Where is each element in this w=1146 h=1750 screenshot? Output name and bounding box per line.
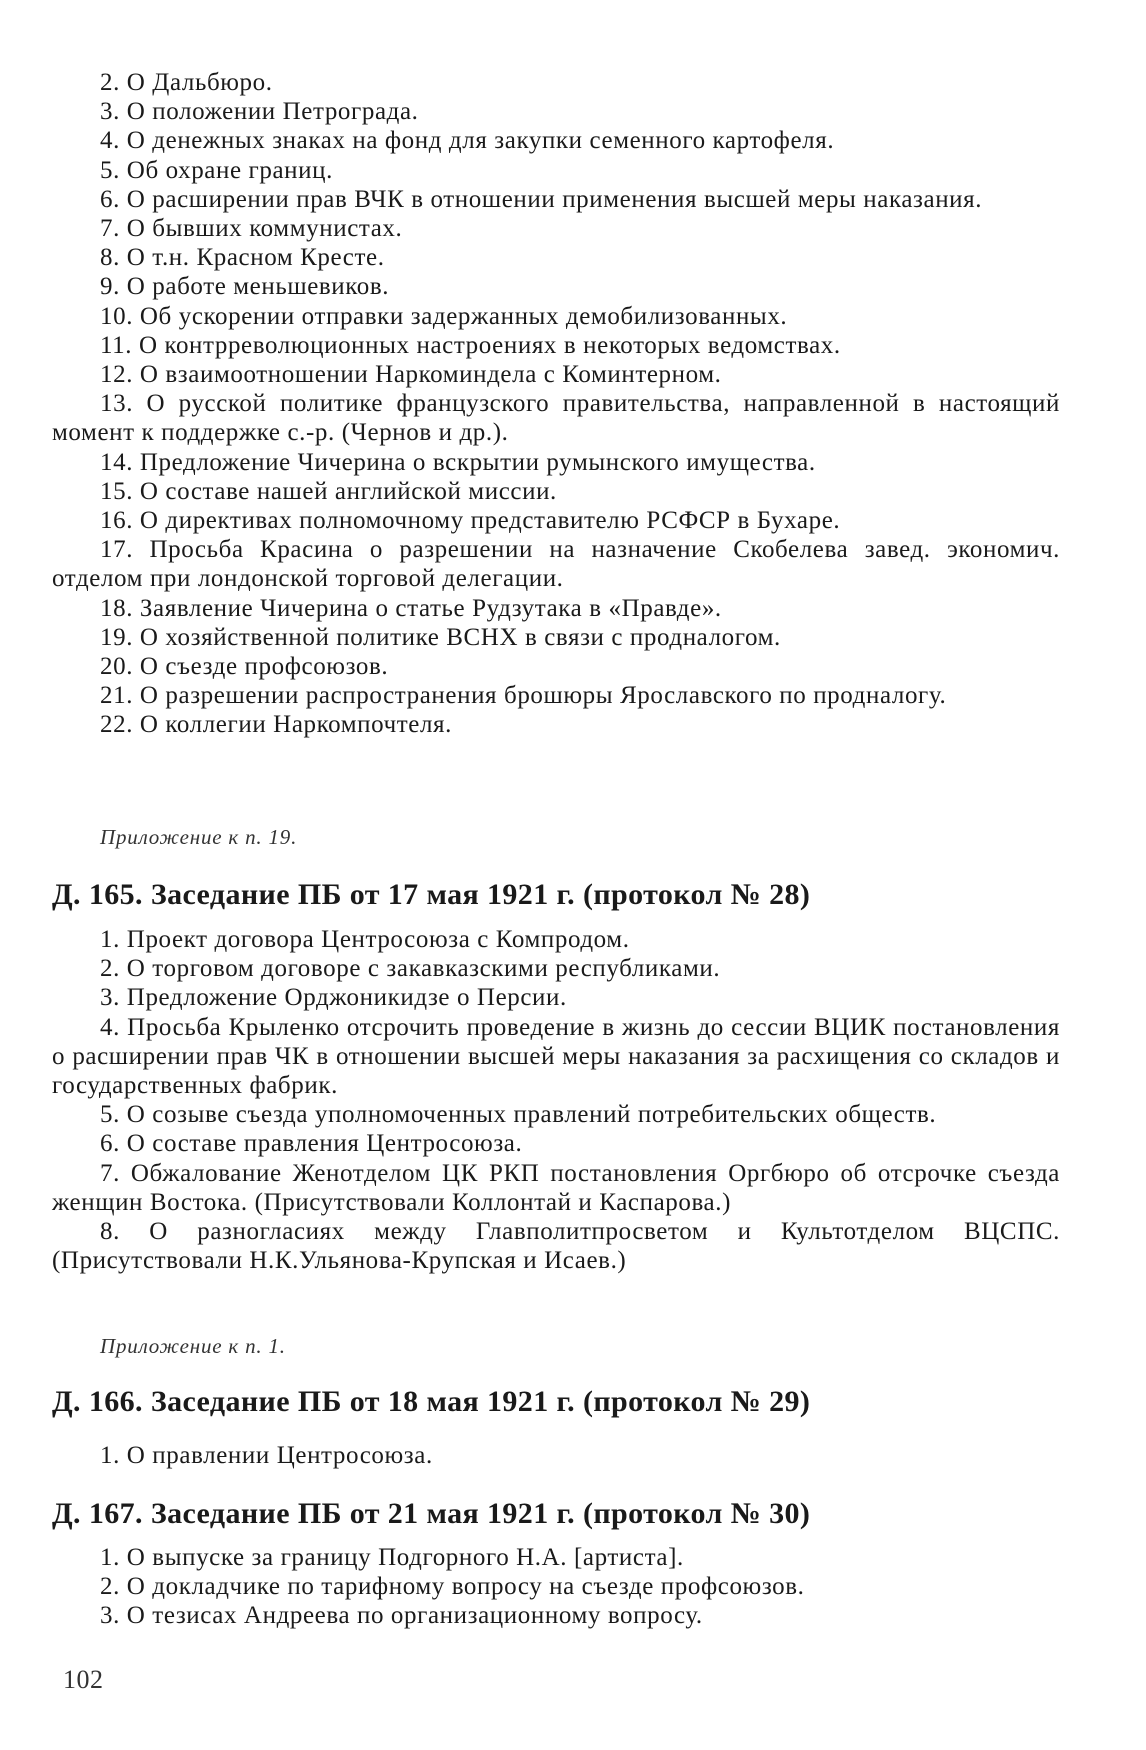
doc165-items	[52, 925, 1060, 1275]
list-item: 3. Предложение Орджоникидзе о Персии.	[100, 984, 567, 1012]
list-item: 1. Проект договора Центросоюза с Компродом.	[100, 926, 630, 953]
doc165-appendix-block	[52, 1332, 1060, 1361]
section-heading-167: Д. 167. Заседание ПБ от 21 мая 1921 г. (протокол № 30)	[52, 1497, 811, 1530]
doc166-items	[52, 1441, 1060, 1470]
list-item: 21. О разрешении распространения брошюры Ярославского по продналогу.	[100, 682, 947, 710]
list-item: 5. Об охране границ.	[100, 156, 333, 184]
list-item: 3. О тезисах Андреева по организационному вопросу.	[100, 1602, 703, 1630]
list-item: 8. О разногласиях между Главполитпросветом и Культотделом ВЦСПС. (Присутствовали Н.К.Ульянова-Крупская и Исаев.)	[52, 1218, 1060, 1275]
list-item: 6. О составе правления Центросоюза.	[100, 1130, 523, 1158]
appendix-note: Приложение к п. 19.	[100, 825, 298, 849]
list-item: 20. О съезде профсоюзов.	[100, 653, 389, 681]
list-item: 4. Просьба Крыленко отсрочить проведение в жизнь до сессии ВЦИК постановления о расширении прав ЧК в отношении высшей меры наказания за расхищения со складов и государственных фабрик.	[52, 1013, 1060, 1100]
intro-appendix-block	[52, 823, 1060, 852]
list-item: 7. О бывших коммунистах.	[100, 215, 403, 243]
list-item: 19. О хозяйственной политике ВСНХ в связи с продналогом.	[100, 623, 781, 651]
list-item: 14. Предложение Чичерина о вскрытии румынского имущества.	[100, 448, 816, 476]
list-item: 11. О контрреволюционных настроениях в некоторых ведомствах.	[100, 331, 841, 359]
section-heading-165: Д. 165. Заседание ПБ от 17 мая 1921 г. (протокол № 28)	[52, 878, 811, 911]
list-item: 13. О русской политике французского правительства, направленной в настоящий момент к поддержке с.-р. (Чернов и др.).	[52, 390, 1060, 447]
list-item: 22. О коллегии Наркомпочтеля.	[100, 711, 452, 739]
page-number: 102	[63, 1665, 104, 1694]
list-item: 3. О положении Петрограда.	[100, 98, 419, 126]
list-item: 5. О созыве съезда уполномоченных правлений потребительских обществ.	[100, 1101, 937, 1129]
appendix-note: Приложение к п. 1.	[100, 1334, 286, 1358]
list-item: 16. О директивах полномочному представителю РСФСР в Бухаре.	[100, 507, 841, 535]
list-item: 9. О работе меньшевиков.	[100, 273, 390, 301]
list-item: 1. О выпуске за границу Подгорного Н.А. [артиста].	[100, 1544, 684, 1571]
list-item: 6. О расширении прав ВЧК в отношении применения высшей меры наказания.	[100, 185, 983, 213]
doc167-items	[52, 1543, 1060, 1631]
list-item: 10. Об ускорении отправки задержанных демобилизованных.	[100, 302, 788, 330]
list-item: 2. О торговом договоре с закавказскими республиками.	[100, 955, 721, 983]
list-item: 12. О взаимоотношении Наркоминдела с Коминтерном.	[100, 361, 722, 389]
list-item: 15. О составе нашей английской миссии.	[100, 477, 557, 505]
list-item: 7. Обжалование Женотделом ЦК РКП постановления Оргбюро об отсрочке съезда женщин Востока. (Присутствовали Коллонтай и Каспарова.)	[52, 1159, 1060, 1216]
list-item: 2. О Дальбюро.	[100, 69, 273, 96]
list-item: 1. О правлении Центросоюза.	[100, 1442, 433, 1469]
intro-list	[52, 68, 1060, 740]
section-heading-166: Д. 166. Заседание ПБ от 18 мая 1921 г. (протокол № 29)	[52, 1385, 811, 1418]
list-item: 18. Заявление Чичерина о статье Рудзутака в «Правде».	[100, 594, 722, 622]
list-item: 4. О денежных знаках на фонд для закупки семенного картофеля.	[100, 127, 835, 155]
list-item: 17. Просьба Красина о разрешении на назначение Скобелева завед. экономич. отделом при лондонской торговой делегации.	[52, 536, 1060, 593]
list-item: 2. О докладчике по тарифному вопросу на съезде профсоюзов.	[100, 1573, 805, 1601]
list-item: 8. О т.н. Красном Кресте.	[100, 244, 385, 272]
